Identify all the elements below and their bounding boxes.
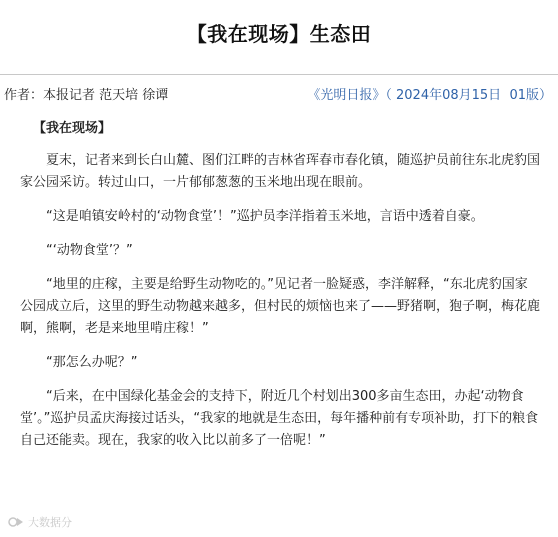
newspaper-link[interactable]: 《光明日报》 (307, 88, 386, 103)
source-info (307, 86, 552, 106)
watermark (8, 513, 72, 531)
article-title: 【我在现场】生态田 (186, 22, 372, 46)
paragraph: “地里的庄稼，主要是给野生动物吃的。”见记者一脸疑惑，李洋解释，“东北虎豹国家公园成立后，这里的野生动物越来越多，但村民的烦恼也来了——野猪啊，狍子啊，梅花鹿啊，熊啊，老是来地里啃庄稼！” (20, 277, 541, 336)
article-meta (4, 86, 552, 106)
paragraph: 夏末，记者来到长白山麓、图们江畔的吉林省珲春市春化镇，随巡护员前往东北虎豹国家公园采访。转过山口，一片郁郁葱葱的玉米地出现在眼前。 (20, 153, 541, 190)
section-heading: 【我在现场】 (33, 121, 112, 136)
watermark-text: 大数据分 (28, 516, 72, 529)
watermark-logo-icon (8, 515, 24, 529)
publish-date: （ 2024年08月15日 (385, 88, 502, 103)
edition-label: 01版） (509, 88, 552, 103)
paragraph: “这是咱镇安岭村的‘动物食堂’！”巡护员李洋指着玉米地，言语中透着自豪。 (46, 209, 484, 224)
paragraph: “那怎么办呢？” (46, 355, 138, 370)
paragraph: “‘动物食堂’？” (46, 243, 133, 258)
title-divider (0, 74, 558, 75)
article-body (20, 118, 540, 464)
author-line: 作者：本报记者 范天培 徐谭 (4, 88, 169, 103)
paragraph: “后来，在中国绿化基金会的支持下，附近几个村划出300多亩生态田，办起‘动物食堂’。”巡护员孟庆海接过话头，“我家的地就是生态田，每年播种前有专项补助，打下的粮食自己还能卖。现在，我家的收入比以前多了一倍呢！” (20, 389, 539, 448)
